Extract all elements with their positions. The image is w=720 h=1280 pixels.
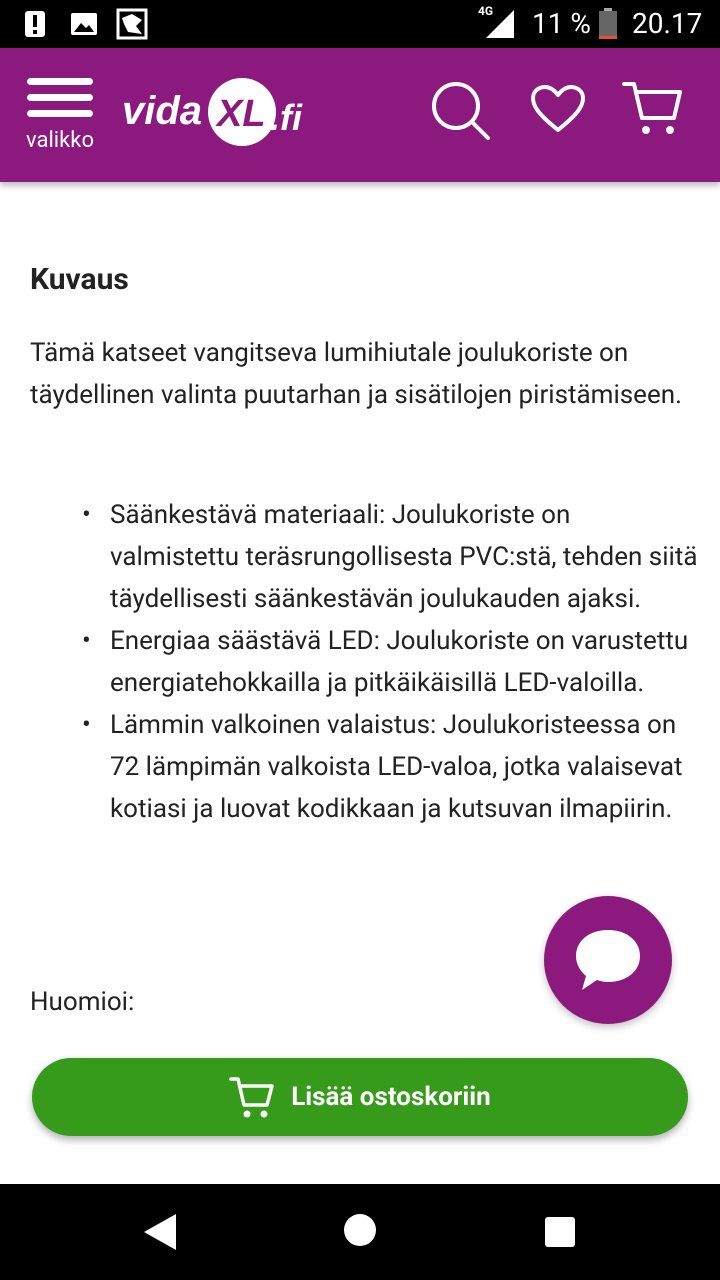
feature-item: • Säänkestävä materiaali: Joulukoriste on valmistettu teräsrungollisesta PVC:stä, tehden siitä täydellisesti säänkestävän joulukauden ajaksi.	[30, 494, 700, 620]
description-intro: Tämä katseet vangitseva lumihiutale joulukoriste on täydellinen valinta puutarhan ja sisätilojen piristämiseen.	[30, 338, 682, 410]
network-type: 4G	[478, 4, 494, 18]
search-icon[interactable]	[430, 80, 492, 142]
image-notification-icon	[70, 12, 98, 36]
status-bar	[0, 0, 720, 48]
cart-icon[interactable]	[622, 78, 682, 138]
home-icon[interactable]	[342, 1212, 378, 1248]
clock: 20.17	[632, 7, 703, 40]
recents-icon[interactable]	[544, 1216, 576, 1248]
svg-text:.fi: .fi	[270, 97, 302, 138]
signal-icon	[482, 10, 516, 38]
back-icon[interactable]	[140, 1212, 180, 1252]
chat-bubble-icon	[572, 926, 644, 994]
system-nav-bar	[0, 1184, 720, 1280]
product-description	[0, 182, 720, 1184]
chat-button[interactable]	[544, 896, 672, 1024]
feature-item: • Lämmin valkoinen valaistus: Joulukoristeessa on 72 lämpimän valkoista LED-valoa, jotka valaisevat kotiasi ja luovat kodikkaan ja kutsuvan ilmapiirin.	[30, 704, 700, 830]
svg-text:vida: vida	[122, 89, 203, 133]
add-to-cart-label: Lisää ostoskoriin	[291, 1082, 491, 1112]
menu-label: valikko	[25, 128, 94, 153]
cart-icon	[229, 1075, 275, 1119]
menu-button[interactable]	[18, 76, 102, 156]
svg-text:XL: XL	[217, 93, 266, 135]
vidaxl-logo[interactable]	[120, 74, 320, 154]
note-label: Huomioi:	[30, 987, 135, 1017]
feature-item: • Energiaa säästävä LED: Joulukoriste on varustettu energiatehokkailla ja pitkäikäisillä LED-valoilla.	[30, 620, 700, 704]
hamburger-icon	[27, 76, 93, 120]
app-notification-icon	[116, 8, 148, 40]
site-header	[0, 48, 720, 182]
add-to-cart-button[interactable]	[32, 1058, 688, 1136]
heart-icon[interactable]	[530, 84, 586, 134]
description-heading: Kuvaus	[30, 262, 129, 297]
feature-list	[30, 494, 700, 830]
battery-percent: 11 %	[532, 7, 591, 40]
alert-notification-icon	[24, 10, 46, 38]
battery-icon	[598, 8, 618, 40]
